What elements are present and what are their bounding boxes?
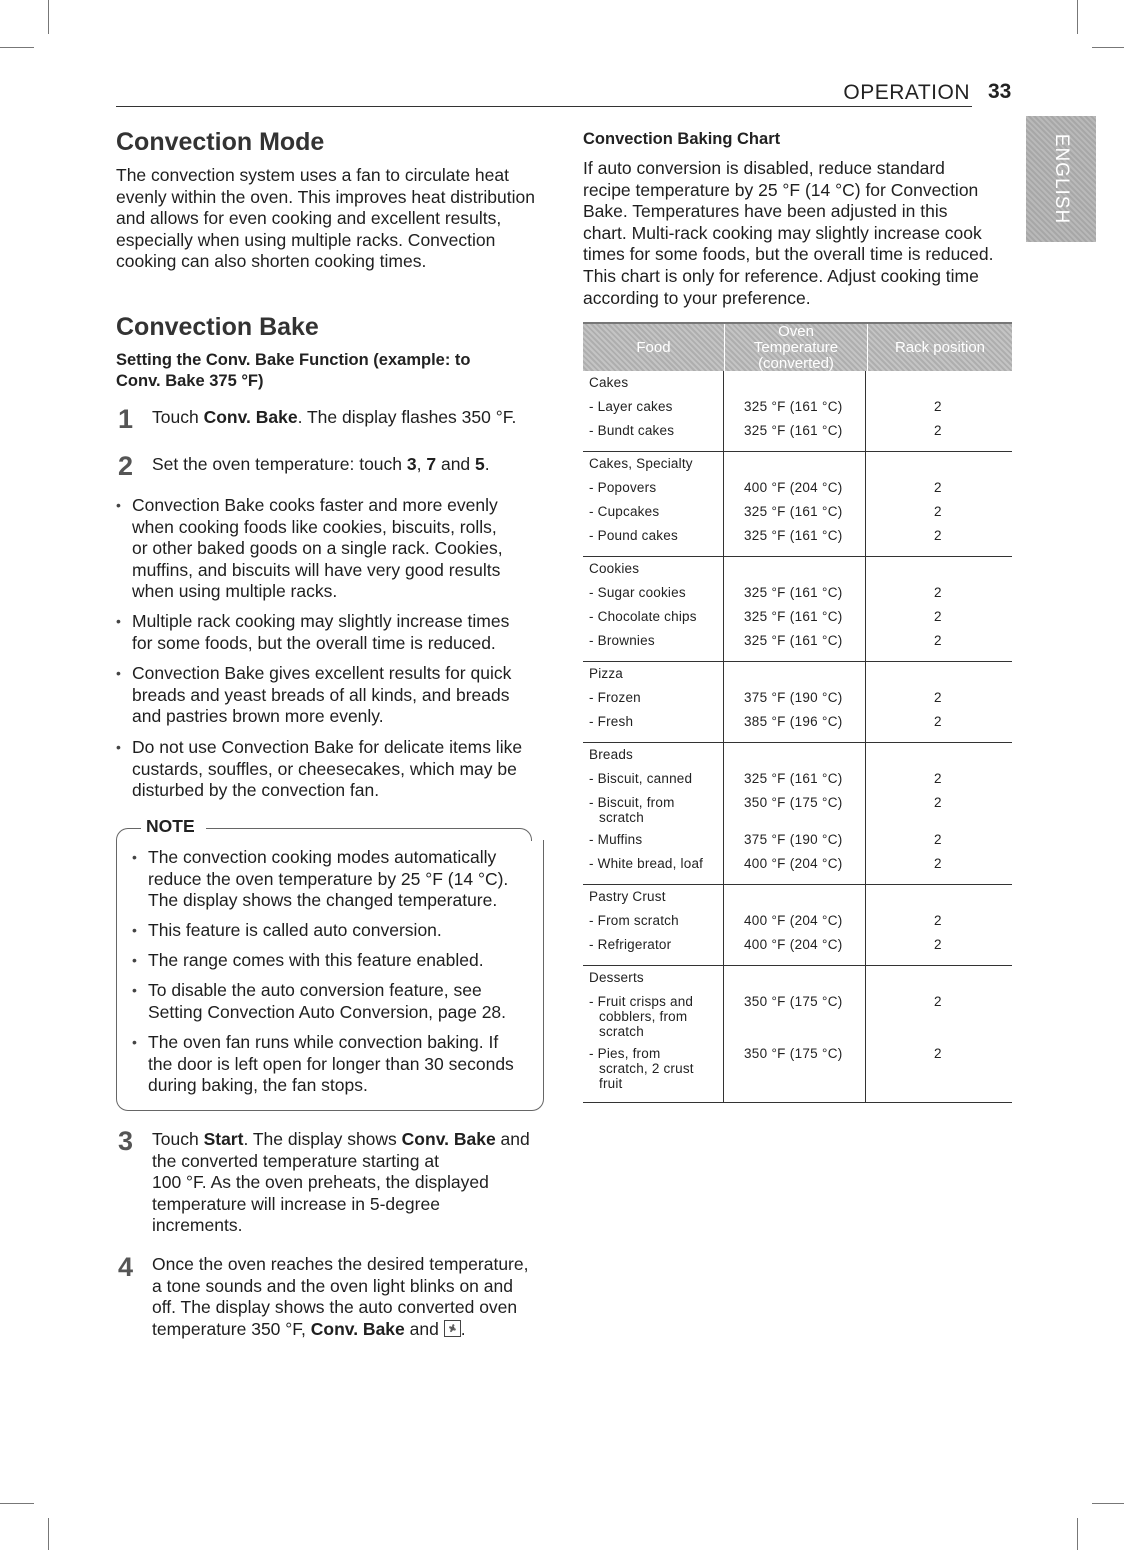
food-item-line: - Cupcakes: [589, 504, 660, 519]
food-item-line: - Biscuit, canned: [589, 771, 693, 786]
text-line: Setting the Conv. Bake Function (example: to: [116, 351, 471, 369]
food-category: Pizza: [589, 666, 624, 681]
food-item-line: - Pies, from: [589, 1046, 661, 1061]
text-line: • Multiple rack cooking may slightly increase times: [132, 611, 510, 631]
crop-mark: [48, 0, 49, 34]
rack-position-value: 2: [934, 994, 942, 1009]
note-bullet: [132, 950, 484, 972]
page-number: 33: [988, 80, 1012, 103]
convection-bake-subtitle: [116, 350, 470, 392]
text-line: • Convection Bake cooks faster and more evenly: [132, 495, 498, 515]
note-box-corner: [116, 828, 141, 841]
table-group: [583, 557, 1012, 662]
step-number: 2: [118, 451, 134, 481]
food-item-line: - Layer cakes: [589, 399, 673, 414]
food-item: [589, 480, 723, 504]
food-item-line: - Chocolate chips: [589, 609, 697, 624]
oven-temperature-value: 375 °F (190 °C): [744, 832, 843, 847]
text-line: recipe temperature by 25 °F (14 °C) for Convection: [583, 179, 979, 200]
table-column-cell: [866, 452, 1012, 556]
oven-temperature-value: 400 °F (204 °C): [744, 480, 843, 495]
button-name: Start: [203, 1129, 244, 1149]
step-2-text: [152, 454, 490, 476]
text-line: the converted temperature starting at: [152, 1150, 439, 1171]
text-run: ,: [416, 454, 427, 474]
text-line: • Convection Bake gives excellent results for quick: [132, 663, 512, 683]
text-line: Conv. Bake 375 °F): [116, 372, 264, 390]
food-item-line: - Fruit crisps and: [589, 994, 694, 1009]
oven-temperature-value: 385 °F (196 °C): [744, 714, 843, 729]
rack-position-value: 2: [934, 504, 942, 519]
note-label: NOTE: [146, 816, 195, 836]
text-line: • To disable the auto conversion feature, see: [148, 980, 482, 1000]
oven-temperature-value: 325 °F (161 °C): [744, 504, 843, 519]
table-group: [583, 885, 1012, 966]
header-section-title: OPERATION: [843, 81, 970, 104]
food-item: [589, 714, 723, 738]
rack-position-value: 2: [934, 714, 942, 729]
button-name: Conv. Bake: [310, 1318, 405, 1339]
note-box-corner: [206, 828, 532, 841]
text-line: muffins, and biscuits will have very good results: [132, 559, 501, 580]
note-bullet: [132, 980, 506, 1023]
food-category: Desserts: [589, 970, 644, 985]
text-run: .: [484, 454, 490, 474]
text-run: and: [495, 1129, 530, 1149]
food-item: [589, 609, 723, 633]
crop-mark: [1077, 1518, 1078, 1550]
food-item-line: - Muffins: [589, 832, 643, 847]
text-line: chart. Multi-rack cooking may slightly increase cook: [583, 222, 982, 243]
table-column-cell: [724, 662, 866, 742]
crop-mark: [1077, 0, 1078, 34]
table-column-cell: [724, 885, 866, 965]
header-rule: [116, 106, 972, 107]
step-4-text: [152, 1254, 528, 1342]
food-item: [589, 1046, 723, 1098]
text-line: [152, 1319, 528, 1343]
table-column-cell: [724, 371, 866, 451]
food-item: [589, 528, 723, 552]
food-item: [589, 937, 723, 961]
oven-temperature-value: 400 °F (204 °C): [744, 937, 843, 952]
food-category: Pastry Crust: [589, 889, 666, 904]
oven-temperature-value: 350 °F (175 °C): [744, 795, 843, 810]
oven-temperature-value: 400 °F (204 °C): [744, 913, 843, 928]
text-line: [152, 1129, 530, 1151]
bullet-item: [116, 663, 511, 728]
table-column-cell: [583, 557, 724, 661]
crop-mark: [1092, 1503, 1124, 1504]
text-line: custards, souffles, or cheesecakes, which may be: [132, 758, 517, 779]
food-item-line: cobblers, from: [599, 1009, 688, 1024]
food-item: [589, 771, 723, 795]
oven-temperature-value: 350 °F (175 °C): [744, 994, 843, 1009]
table-group: [583, 966, 1012, 1103]
convection-mode-title: Convection Mode: [116, 128, 325, 156]
text-line: • Do not use Convection Bake for delicate items like: [132, 737, 523, 757]
rack-position-value: 2: [934, 913, 942, 928]
text-line: The convection system uses a fan to circulate heat: [116, 165, 509, 185]
text-line: increments.: [152, 1215, 243, 1236]
food-category: Cookies: [589, 561, 640, 576]
rack-position-value: 2: [934, 480, 942, 495]
table-column-cell: [583, 885, 724, 965]
convection-fan-icon: [444, 1320, 461, 1343]
oven-temperature-value: 325 °F (161 °C): [744, 585, 843, 600]
language-tab-label: ENGLISH: [1051, 133, 1072, 225]
text-line: The display shows the changed temperature.: [148, 890, 498, 911]
bullet-item: [116, 495, 503, 603]
food-item: [589, 504, 723, 528]
rack-position-value: 2: [934, 690, 942, 705]
text-line: Bake. Temperatures have been adjusted in this: [583, 201, 948, 222]
text-run: Set the oven temperature: touch: [152, 454, 407, 474]
oven-temperature-value: 325 °F (161 °C): [744, 771, 843, 786]
food-item-line: - White bread, loaf: [589, 856, 704, 871]
step-number: 3: [118, 1126, 134, 1156]
rack-position-value: 2: [934, 856, 942, 871]
text-line: when using multiple racks.: [132, 581, 338, 602]
note-bullet: [132, 920, 442, 942]
food-item-line: - Bundt cakes: [589, 423, 675, 438]
food-item: [589, 423, 723, 447]
step-3-text: [152, 1129, 530, 1237]
food-item-line: scratch: [599, 1024, 644, 1039]
text-line: according to your preference.: [583, 287, 811, 308]
table-column-cell: [583, 662, 724, 742]
food-item-line: - Brownies: [589, 633, 655, 648]
baking-chart-title: Convection Baking Chart: [583, 130, 781, 148]
text-line: 100 °F. As the oven preheats, the displayed: [152, 1172, 489, 1193]
text-line: off. The display shows the auto converted oven: [152, 1297, 518, 1318]
food-item: [589, 994, 723, 1046]
food-item-line: - Frozen: [589, 690, 641, 705]
key-name: 3: [406, 454, 417, 474]
rack-position-value: 2: [934, 771, 942, 786]
rack-position-value: 2: [934, 585, 942, 600]
food-category: Breads: [589, 747, 633, 762]
convection-baking-table: [583, 322, 1012, 1103]
table-group: [583, 452, 1012, 557]
note-bullet: [132, 847, 508, 912]
text-line: for some foods, but the overall time is reduced.: [132, 632, 496, 653]
text-line: the door is left open for longer than 30 seconds: [148, 1053, 514, 1074]
food-item-line: - From scratch: [589, 913, 679, 928]
rack-position-value: 2: [934, 832, 942, 847]
column-header-food: Food: [583, 324, 725, 371]
food-category: Cakes, Specialty: [589, 456, 693, 471]
text-line: and allows for even cooking and excellent results,: [116, 208, 502, 229]
step-number: 1: [118, 404, 134, 434]
table-column-cell: [866, 885, 1012, 965]
table-header-row: [583, 322, 1012, 371]
food-item: [589, 795, 723, 832]
step-1-text: [152, 407, 516, 429]
food-category: Cakes: [589, 375, 629, 390]
table-column-cell: [724, 557, 866, 661]
text-line: • The range comes with this feature enabled.: [148, 950, 484, 970]
text-line: during baking, the fan stops.: [148, 1075, 368, 1096]
food-item: [589, 856, 723, 880]
rack-position-value: 2: [934, 1046, 942, 1061]
food-item-line: scratch, 2 crust: [599, 1061, 694, 1076]
table-column-cell: [583, 452, 724, 556]
crop-mark: [48, 1518, 49, 1550]
table-column-cell: [866, 966, 1012, 1102]
rack-position-value: 2: [934, 423, 942, 438]
text-line: a tone sounds and the oven light blinks on and: [152, 1275, 513, 1296]
crop-mark: [0, 47, 34, 48]
text-line: Setting Convection Auto Conversion, page 28.: [148, 1001, 507, 1022]
food-item-line: scratch: [599, 810, 644, 825]
table-group: [583, 743, 1012, 885]
rack-position-value: 2: [934, 795, 942, 810]
convection-bake-title: Convection Bake: [116, 313, 319, 341]
food-item-line: - Fresh: [589, 714, 634, 729]
oven-temperature-value: 325 °F (161 °C): [744, 423, 843, 438]
food-item-line: - Sugar cookies: [589, 585, 686, 600]
rack-position-value: 2: [934, 399, 942, 414]
text-line: reduce the oven temperature by 25 °F (14 °C).: [148, 868, 509, 889]
food-item: [589, 832, 723, 856]
oven-temperature-value: 400 °F (204 °C): [744, 856, 843, 871]
bullet-item: [116, 611, 509, 654]
table-column-cell: [583, 743, 724, 884]
text-run: and: [436, 454, 476, 474]
text-run: Touch: [152, 1129, 204, 1149]
table-column-cell: [866, 557, 1012, 661]
text-run: .: [460, 1318, 466, 1339]
text-line: times for some foods, but the overall time is reduced.: [583, 244, 994, 265]
oven-temperature-value: 325 °F (161 °C): [744, 528, 843, 543]
food-item-line: - Biscuit, from: [589, 795, 675, 810]
food-item-line: - Refrigerator: [589, 937, 672, 952]
column-header-rack-position: Rack position: [894, 338, 986, 356]
table-body: [583, 371, 1012, 1103]
oven-temperature-value: 350 °F (175 °C): [744, 1046, 843, 1061]
text-line: This chart is only for reference. Adjust cooking time: [583, 265, 979, 286]
text-line: If auto conversion is disabled, reduce standard: [583, 158, 945, 178]
button-name: Conv. Bake: [203, 407, 298, 427]
food-item: [589, 585, 723, 609]
text-run: . The display flashes 350 °F.: [297, 407, 517, 427]
note-bullet: [132, 1032, 514, 1097]
table-column-cell: [724, 966, 866, 1102]
table-group: [583, 662, 1012, 743]
text-line: especially when using multiple racks. Convection: [116, 229, 496, 250]
oven-temperature-value: 325 °F (161 °C): [744, 633, 843, 648]
oven-temperature-value: 325 °F (161 °C): [744, 609, 843, 624]
text-line: Once the oven reaches the desired temperature,: [152, 1254, 529, 1274]
header-text: Oven Temperature (converted): [753, 322, 839, 372]
text-line: breads and yeast breads of all kinds, and breads: [132, 684, 510, 705]
food-item: [589, 913, 723, 937]
text-line: • This feature is called auto conversion.: [148, 920, 442, 940]
food-item: [589, 633, 723, 657]
table-column-cell: [724, 743, 866, 884]
text-run: Touch: [152, 407, 204, 427]
oven-temperature-value: 375 °F (190 °C): [744, 690, 843, 705]
crop-mark: [1092, 47, 1124, 48]
text-run: and: [404, 1318, 444, 1339]
food-item: [589, 690, 723, 714]
table-column-cell: [866, 662, 1012, 742]
language-tab: [1026, 116, 1096, 242]
food-item: [589, 399, 723, 423]
table-column-cell: [866, 743, 1012, 884]
text-line: when cooking foods like cookies, biscuits, rolls,: [132, 516, 497, 537]
table-column-cell: [583, 371, 724, 451]
table-column-cell: [724, 452, 866, 556]
food-item-line: - Popovers: [589, 480, 657, 495]
rack-position-value: 2: [934, 633, 942, 648]
text-run: temperature 350 °F,: [152, 1318, 311, 1339]
baking-chart-intro: [583, 158, 993, 309]
text-line: or other baked goods on a single rack. Cookies,: [132, 538, 503, 559]
table-group: [583, 371, 1012, 452]
column-header-oven-temperature: [725, 324, 868, 371]
food-item-line: - Pound cakes: [589, 528, 678, 543]
text-run: . The display shows: [243, 1129, 402, 1149]
text-line: • The convection cooking modes automatically: [148, 847, 497, 867]
table-column-cell: [866, 371, 1012, 451]
text-line: cooking can also shorten cooking times.: [116, 251, 427, 272]
food-item-line: fruit: [599, 1076, 623, 1091]
text-line: disturbed by the convection fan.: [132, 780, 380, 801]
oven-temperature-value: 325 °F (161 °C): [744, 399, 843, 414]
key-name: 5: [475, 454, 485, 474]
step-number: 4: [118, 1252, 134, 1282]
text-line: and pastries brown more evenly.: [132, 706, 384, 727]
key-name: 7: [426, 454, 437, 474]
rack-position-value: 2: [934, 937, 942, 952]
table-column-cell: [583, 966, 724, 1102]
text-line: temperature will increase in 5-degree: [152, 1193, 440, 1214]
text-line: evenly within the oven. This improves heat distribution: [116, 186, 535, 207]
bullet-item: [116, 737, 522, 802]
text-line: • The oven fan runs while convection baking. If: [148, 1032, 499, 1052]
crop-mark: [0, 1503, 34, 1504]
button-name: Conv. Bake: [401, 1129, 496, 1149]
convection-mode-paragraph: [116, 165, 535, 273]
rack-position-value: 2: [934, 609, 942, 624]
rack-position-value: 2: [934, 528, 942, 543]
